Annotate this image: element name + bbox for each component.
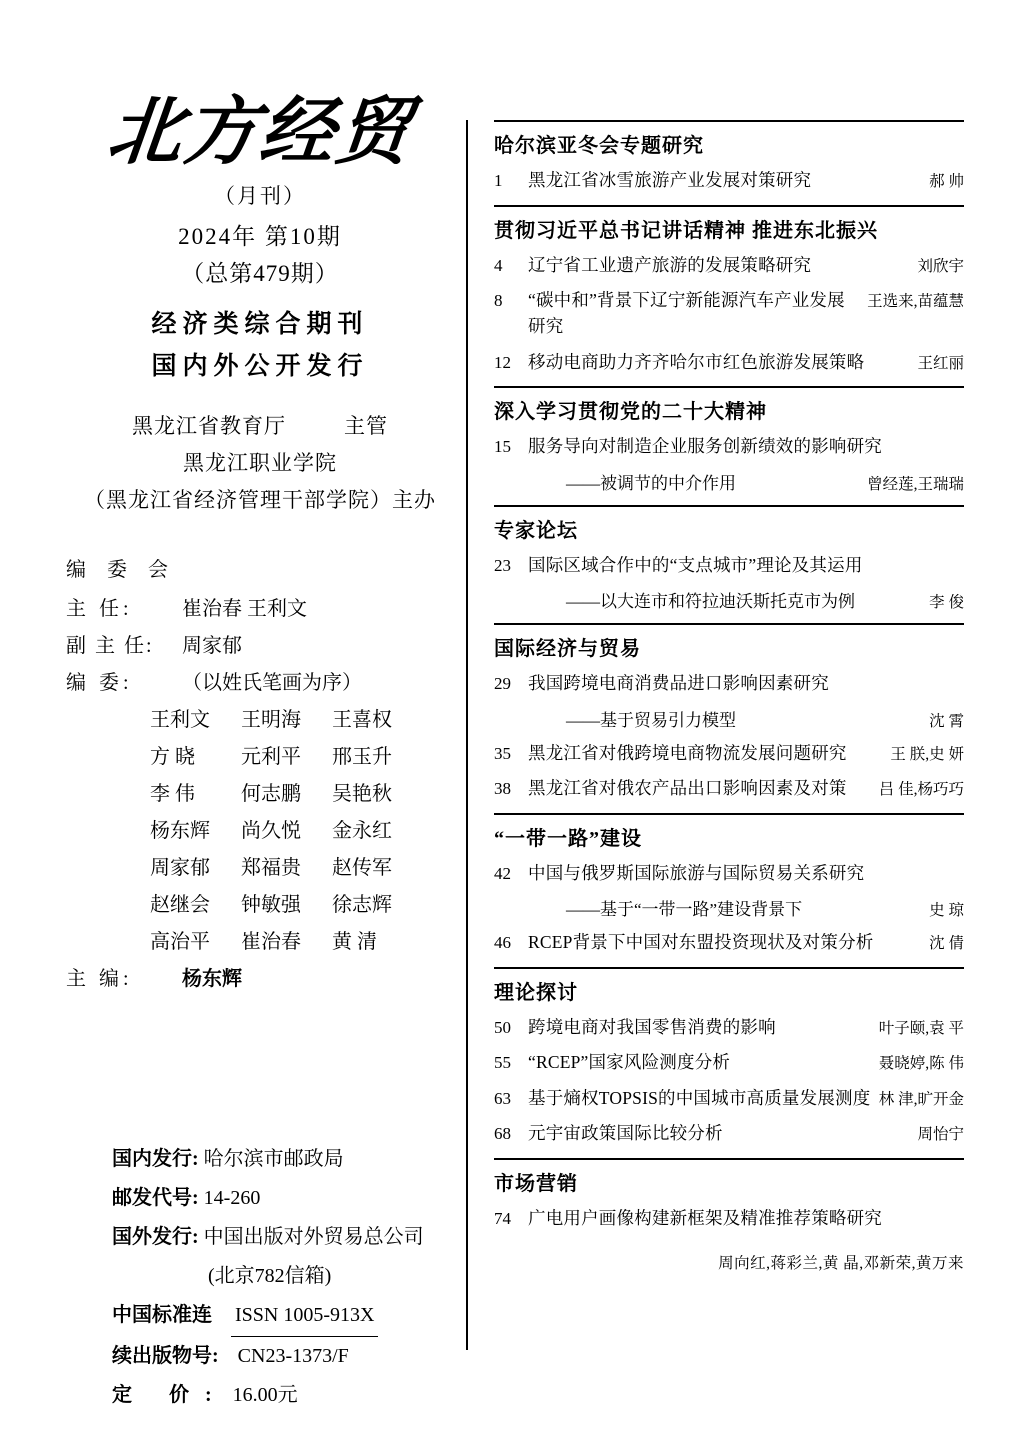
toc-section bbox=[494, 813, 964, 956]
toc-entry-page: 23 bbox=[494, 555, 511, 575]
toc-section-heading: 专家论坛 bbox=[494, 505, 964, 543]
board-member-row bbox=[66, 850, 460, 887]
board-member-row bbox=[66, 702, 460, 739]
standard-serial-row bbox=[112, 1296, 472, 1337]
toc-entry-authors: 沈 霄 bbox=[929, 712, 964, 730]
board-member-name: 李 伟 bbox=[150, 783, 195, 806]
toc-entry-page: 50 bbox=[494, 1017, 511, 1037]
toc-entry-title: 移动电商助力齐齐哈尔市红色旅游发展策略 bbox=[528, 351, 865, 372]
toc-entry-authors: 曾经莲,王瑞瑞 bbox=[867, 475, 964, 493]
toc-entry-page: 74 bbox=[494, 1208, 511, 1228]
toc-entry[interactable] bbox=[494, 1014, 964, 1041]
toc-entry-authors: 叶子颐,袁 平 bbox=[878, 1019, 964, 1037]
issue-number: 2024年 第10期 bbox=[178, 224, 342, 249]
board-member-name: 杨东辉 bbox=[150, 820, 210, 843]
overseas-distribution-row bbox=[112, 1218, 472, 1257]
toc-entry-title: 广电用户画像构建新框架及精准推荐策略研究 bbox=[528, 1207, 882, 1228]
toc-entry-subtitle: ——基于“一带一路”建设背景下 bbox=[566, 900, 803, 919]
toc-entry-page: 55 bbox=[494, 1053, 511, 1072]
toc-section bbox=[494, 205, 964, 376]
toc-entry-page: 15 bbox=[494, 437, 511, 456]
toc-section bbox=[494, 505, 964, 613]
toc-section-heading: 深入学习贯彻党的二十大精神 bbox=[494, 386, 964, 424]
chief-editor-row bbox=[66, 961, 460, 998]
board-member-name: 吴艳秋 bbox=[332, 783, 392, 806]
toc-entry-subtitle-row bbox=[494, 895, 964, 920]
board-member-name: 何志鹏 bbox=[241, 783, 301, 806]
supervisor-role-label: 主管 bbox=[344, 414, 388, 438]
publishing-info bbox=[112, 1140, 472, 1415]
toc-entry[interactable] bbox=[494, 287, 964, 340]
editorial-board-title: 编 委 会 bbox=[66, 559, 176, 582]
chief-editor-label: 主 编: bbox=[66, 968, 133, 991]
editorial-board bbox=[60, 552, 460, 998]
board-member-name: 尚久悦 bbox=[241, 820, 301, 843]
board-director-label: 主 任: bbox=[66, 598, 133, 621]
toc-section-heading: 贯彻习近平总书记讲话精神 推进东北振兴 bbox=[494, 205, 964, 243]
board-member-row bbox=[66, 739, 460, 776]
serial-number-row bbox=[112, 1337, 472, 1376]
toc-entry-title: 黑龙江省对俄跨境电商物流发展问题研究 bbox=[528, 742, 847, 763]
toc-entry[interactable] bbox=[494, 1085, 964, 1112]
toc-entry[interactable] bbox=[494, 552, 964, 579]
toc-entry-title: “碳中和”背景下辽宁新能源汽车产业发展研究 bbox=[528, 290, 845, 337]
toc-entry-subtitle: ——以大连市和符拉迪沃斯托克市为例 bbox=[566, 592, 855, 611]
board-member-row bbox=[66, 924, 460, 961]
toc-entry[interactable] bbox=[494, 1049, 964, 1076]
toc-entry-title: 基于熵权TOPSIS的中国城市高质量发展测度 bbox=[528, 1087, 871, 1108]
overseas-distribution-address: (北京782信箱) bbox=[208, 1265, 332, 1287]
overseas-distribution-value: 中国出版对外贸易总公司 bbox=[203, 1226, 424, 1248]
toc-entry-page: 4 bbox=[494, 255, 503, 275]
toc-entry-title: 黑龙江省对俄农产品出口影响因素及对策 bbox=[528, 778, 847, 798]
board-member-name: 金永红 bbox=[332, 820, 392, 843]
toc-entry[interactable] bbox=[494, 433, 964, 460]
board-director-row bbox=[66, 591, 460, 628]
toc-entry-title: 辽宁省工业遗产旅游的发展策略研究 bbox=[528, 254, 812, 275]
postal-code-label: 邮发代号: bbox=[112, 1187, 199, 1209]
periodicity-label: （月刊） bbox=[214, 184, 306, 208]
toc-section bbox=[494, 967, 964, 1147]
toc-section-heading: 市场营销 bbox=[494, 1158, 964, 1196]
price-value: 16.00元 bbox=[232, 1384, 298, 1406]
board-member-name: 赵继会 bbox=[150, 894, 210, 917]
issn-value: ISSN 1005-913X bbox=[231, 1296, 378, 1337]
toc-entry-title: 元宇宙政策国际比较分析 bbox=[528, 1123, 723, 1143]
toc-entry-page: 29 bbox=[494, 674, 511, 693]
toc-entry-page: 68 bbox=[494, 1124, 511, 1143]
domestic-distribution-row bbox=[112, 1140, 472, 1179]
toc-entry-subtitle: ——基于贸易引力模型 bbox=[566, 710, 736, 730]
toc-entry-subtitle-row bbox=[494, 469, 964, 494]
toc-entry-authors: 郝 帅 bbox=[929, 173, 964, 190]
overseas-distribution-label: 国外发行: bbox=[112, 1226, 199, 1248]
toc-entry[interactable] bbox=[494, 775, 964, 802]
journal-masthead: 北方经贸 bbox=[103, 92, 417, 174]
toc-entry-authors: 王 朕,史 妍 bbox=[890, 745, 964, 763]
board-member-name: 崔治春 bbox=[241, 931, 301, 954]
toc-entry[interactable] bbox=[494, 167, 964, 194]
toc-entry-title: 黑龙江省冰雪旅游产业发展对策研究 bbox=[528, 170, 812, 190]
board-deputy-label: 副 主 任: bbox=[66, 635, 154, 658]
board-member-row bbox=[66, 776, 460, 813]
toc-entry-page: 46 bbox=[494, 933, 511, 952]
toc-entry-title: RCEP背景下中国对东盟投资现状及对策分析 bbox=[528, 932, 874, 952]
toc-section-heading: “一带一路”建设 bbox=[494, 813, 964, 851]
toc-entry[interactable] bbox=[494, 1205, 964, 1232]
board-members-row bbox=[66, 665, 460, 702]
toc-entry[interactable] bbox=[494, 929, 964, 956]
toc-entry[interactable] bbox=[494, 349, 964, 376]
toc-entry-title: 国际区域合作中的“支点城市”理论及其运用 bbox=[528, 554, 863, 575]
board-member-row bbox=[66, 887, 460, 924]
price-row bbox=[112, 1376, 472, 1415]
board-member-name: 钟敏强 bbox=[241, 894, 301, 917]
toc-entry[interactable] bbox=[494, 1120, 964, 1147]
toc-entry-page: 38 bbox=[494, 779, 511, 798]
board-members-label: 编 委: bbox=[66, 672, 133, 695]
supervisor-organization: 黑龙江省教育厅 bbox=[132, 414, 286, 438]
supervisor-row bbox=[60, 408, 460, 445]
toc-entry-title: 跨境电商对我国零售消费的影响 bbox=[528, 1016, 776, 1037]
toc-entry-subtitle: ——被调节的中介作用 bbox=[566, 473, 736, 493]
table-of-contents bbox=[494, 118, 964, 1273]
board-member-name: 王喜权 bbox=[332, 709, 392, 732]
board-deputy-row bbox=[66, 628, 460, 665]
toc-entry-authors: 李 俊 bbox=[929, 594, 964, 611]
toc-entry-subtitle-row bbox=[494, 706, 964, 731]
board-member-name: 周家郁 bbox=[150, 857, 210, 880]
board-member-row bbox=[66, 813, 460, 850]
toc-entry-subtitle-row bbox=[494, 587, 964, 612]
chief-editor-name: 杨东辉 bbox=[182, 968, 242, 991]
toc-section-heading: 国际经济与贸易 bbox=[494, 623, 964, 661]
toc-entry-title: 我国跨境电商消费品进口影响因素研究 bbox=[528, 673, 829, 693]
issue-total-number: （总第479期） bbox=[181, 261, 339, 286]
toc-section bbox=[494, 386, 964, 494]
serial-number-label: 续出版物号: bbox=[112, 1345, 219, 1367]
serial-number-value: CN23-1373/F bbox=[237, 1345, 349, 1367]
toc-section-heading: 哈尔滨亚冬会专题研究 bbox=[494, 120, 964, 158]
toc-entry-page: 8 bbox=[494, 291, 503, 310]
board-member-name: 王明海 bbox=[241, 709, 301, 732]
toc-entry-authors: 王选来,苗蕴慧 bbox=[867, 293, 964, 310]
toc-entry-authors: 周怡宁 bbox=[917, 1126, 964, 1143]
board-member-name: 郑福贵 bbox=[241, 857, 301, 880]
toc-section bbox=[494, 1158, 964, 1274]
board-member-name: 高治平 bbox=[150, 931, 210, 954]
toc-entry-page: 12 bbox=[494, 352, 511, 372]
journal-category-line-1: 经济类综合期刊 bbox=[151, 311, 369, 338]
board-member-name: 黄 清 bbox=[332, 931, 377, 954]
price-label: 定 价: bbox=[112, 1384, 228, 1406]
postal-code-value: 14-260 bbox=[203, 1187, 261, 1209]
toc-entry-page: 1 bbox=[494, 171, 503, 190]
toc-entry-page: 63 bbox=[494, 1088, 511, 1108]
toc-entry-authors: 王红丽 bbox=[917, 354, 964, 372]
toc-entry-authors: 刘欣宇 bbox=[917, 257, 964, 275]
toc-entry-title: 服务导向对制造企业服务创新绩效的影响研究 bbox=[528, 436, 882, 456]
board-member-name: 徐志辉 bbox=[332, 894, 392, 917]
organization-block bbox=[60, 408, 460, 518]
toc-entry-authors: 史 琼 bbox=[929, 902, 964, 919]
board-director-names: 崔治春 王利文 bbox=[182, 598, 307, 621]
column-divider bbox=[466, 120, 468, 1350]
toc-section-heading: 理论探讨 bbox=[494, 967, 964, 1005]
toc-section bbox=[494, 623, 964, 802]
board-members-note: （以姓氏笔画为序） bbox=[182, 672, 362, 695]
standard-serial-label: 中国标准连 bbox=[112, 1304, 212, 1326]
postal-code-row bbox=[112, 1179, 472, 1218]
domestic-distribution-value: 哈尔滨市邮政局 bbox=[203, 1148, 344, 1170]
sponsor-organization-1: 黑龙江职业学院 bbox=[183, 450, 337, 475]
board-member-name: 邢玉升 bbox=[332, 746, 392, 769]
toc-entry-title: “RCEP”国家风险测度分析 bbox=[528, 1052, 731, 1072]
toc-section bbox=[494, 120, 964, 194]
toc-entry[interactable] bbox=[494, 860, 964, 887]
toc-entry-authors: 沈 倩 bbox=[929, 935, 964, 952]
toc-entry-page: 42 bbox=[494, 863, 511, 883]
toc-entry-authors: 吕 佳,杨巧巧 bbox=[878, 781, 964, 798]
board-member-name: 方 晓 bbox=[150, 746, 195, 769]
toc-entry-authors: 林 津,旷开金 bbox=[878, 1090, 964, 1108]
toc-entry-authors: 周向红,蒋彩兰,黄 晶,邓新荣,黄万来 bbox=[718, 1255, 964, 1272]
cover-left-column bbox=[60, 92, 460, 998]
toc-entry[interactable] bbox=[494, 252, 964, 279]
board-member-name: 赵传军 bbox=[332, 857, 392, 880]
sponsor-organization-2: （黑龙江省经济管理干部学院）主办 bbox=[84, 487, 436, 512]
domestic-distribution-label: 国内发行: bbox=[112, 1148, 199, 1170]
journal-category-line-2: 国内外公开发行 bbox=[151, 353, 369, 380]
toc-entry-page: 35 bbox=[494, 743, 511, 763]
toc-entry-authors: 聂晓婷,陈 伟 bbox=[878, 1055, 964, 1072]
board-member-name: 元利平 bbox=[241, 746, 301, 769]
board-deputy-names: 周家郁 bbox=[182, 635, 242, 658]
board-member-name: 王利文 bbox=[150, 709, 210, 732]
toc-entry[interactable] bbox=[494, 740, 964, 767]
toc-entry[interactable] bbox=[494, 670, 964, 697]
toc-entry-title: 中国与俄罗斯国际旅游与国际贸易关系研究 bbox=[528, 862, 865, 883]
